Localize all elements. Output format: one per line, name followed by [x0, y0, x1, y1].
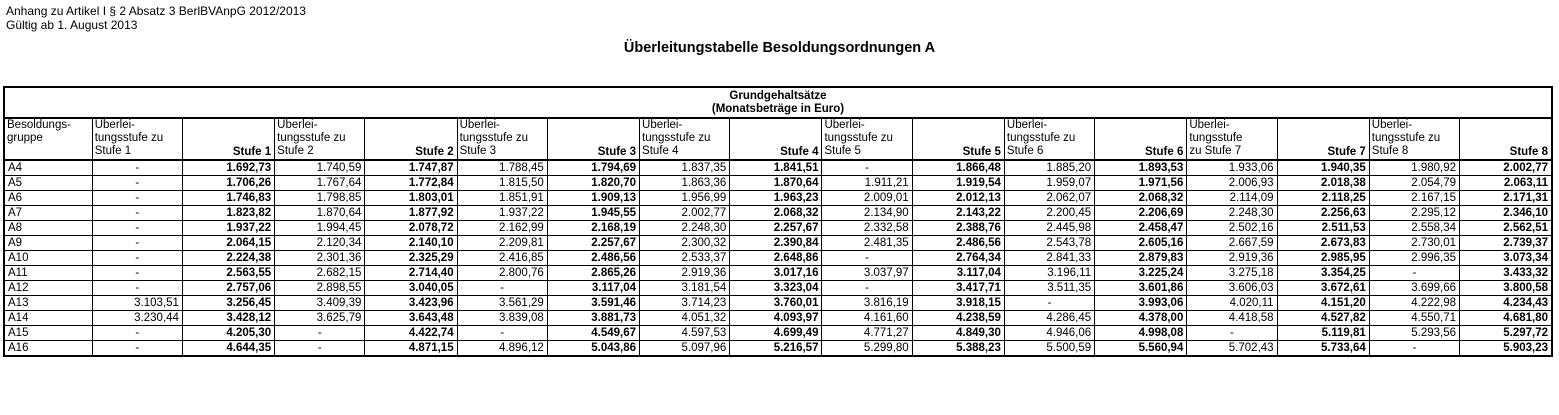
transition-value-cell: 2.543,78	[1004, 236, 1094, 251]
column-header-line: Stufe 1	[94, 145, 132, 157]
stufe-value-cell: 4.234,43	[1460, 296, 1553, 311]
stufe-value-cell: 1.706,26	[182, 176, 274, 191]
transition-value-cell: -	[822, 281, 912, 296]
stufe-value-cell: 2.673,83	[1277, 236, 1369, 251]
row-label: A10	[4, 251, 92, 266]
transition-value-cell: 2.667,59	[1187, 236, 1277, 251]
stufe-value-cell: 2.206,69	[1095, 206, 1187, 221]
column-header-line: tungsstufe zu	[277, 132, 346, 144]
transition-value-cell: 1.994,45	[275, 221, 365, 236]
stufe-value-cell: 3.417,71	[912, 281, 1004, 296]
row-label: A7	[4, 206, 92, 221]
transition-value-cell: 1.863,36	[640, 176, 730, 191]
column-header-line: Stufe 3	[459, 145, 497, 157]
stufe-value-cell: 1.772,84	[365, 176, 457, 191]
transition-value-cell: -	[275, 341, 365, 357]
table-row	[4, 191, 1552, 206]
stufe-value-cell: 3.881,73	[547, 311, 639, 326]
stufe-value-cell: 2.064,15	[182, 236, 274, 251]
row-label: A6	[4, 191, 92, 206]
transition-value-cell: 5.097,96	[640, 341, 730, 357]
transition-value-cell: 1.911,21	[822, 176, 912, 191]
stufe-value-cell: 2.648,86	[730, 251, 822, 266]
stufe-value-cell: 3.354,25	[1277, 266, 1369, 281]
transition-value-cell: -	[92, 251, 182, 266]
transition-value-cell: 3.409,39	[275, 296, 365, 311]
transition-value-cell: 2.167,15	[1369, 191, 1459, 206]
transition-value-cell: 3.275,18	[1187, 266, 1277, 281]
transition-value-cell: -	[1187, 326, 1277, 341]
transition-value-cell: 2.009,01	[822, 191, 912, 206]
stufe-value-cell: 4.871,15	[365, 341, 457, 357]
transition-value-cell: -	[457, 281, 547, 296]
stufe-value-cell: 2.140,10	[365, 236, 457, 251]
stufe-value-cell: 2.346,10	[1460, 206, 1553, 221]
row-label: A4	[4, 160, 92, 176]
transition-value-cell: 3.561,29	[457, 296, 547, 311]
stufe-value-cell: 2.390,84	[730, 236, 822, 251]
transition-value-cell: 4.597,53	[640, 326, 730, 341]
stufe-value-cell: 2.486,56	[912, 236, 1004, 251]
stufe-value-cell: 1.893,53	[1095, 160, 1187, 176]
stufe-value-cell: 3.918,15	[912, 296, 1004, 311]
transition-value-cell: 3.699,66	[1369, 281, 1459, 296]
stufe-value-cell: 5.560,94	[1095, 341, 1187, 357]
column-header	[182, 118, 274, 160]
column-header-line: Stufe 2	[415, 146, 454, 158]
table-body	[4, 160, 1552, 356]
column-header	[1460, 118, 1553, 160]
transition-value-cell: 1.956,99	[640, 191, 730, 206]
stufe-value-cell: 2.256,63	[1277, 206, 1369, 221]
transition-value-cell: 1.980,92	[1369, 160, 1459, 176]
stufe-value-cell: 1.866,48	[912, 160, 1004, 176]
stufe-value-cell: 3.993,06	[1095, 296, 1187, 311]
table-row	[4, 311, 1552, 326]
transition-value-cell: 4.161,60	[822, 311, 912, 326]
transition-value-cell: 2.800,76	[457, 266, 547, 281]
transition-value-cell: 3.606,03	[1187, 281, 1277, 296]
stufe-value-cell: 4.378,00	[1095, 311, 1187, 326]
column-header-line: Stufe 6	[1006, 145, 1044, 157]
transition-value-cell: 3.714,23	[640, 296, 730, 311]
row-label: A16	[4, 341, 92, 357]
row-label: A15	[4, 326, 92, 341]
transition-value-cell: 2.248,30	[640, 221, 730, 236]
stufe-value-cell: 2.714,40	[365, 266, 457, 281]
transition-value-cell: 2.248,30	[1187, 206, 1277, 221]
transition-value-cell: 4.418,58	[1187, 311, 1277, 326]
row-label: A9	[4, 236, 92, 251]
stufe-value-cell: 1.971,56	[1095, 176, 1187, 191]
stufe-value-cell: 4.422,74	[365, 326, 457, 341]
column-header	[4, 118, 92, 160]
column-header-line: Stufe 4	[780, 146, 819, 158]
transition-value-cell: 2.162,99	[457, 221, 547, 236]
transition-value-cell: 1.788,45	[457, 160, 547, 176]
transition-value-cell: 5.702,43	[1187, 341, 1277, 357]
column-header-line: Überlei-	[1006, 119, 1048, 131]
column-header-line: Stufe 4	[642, 145, 679, 157]
stufe-value-cell: 2.764,34	[912, 251, 1004, 266]
transition-value-cell: 4.051,32	[640, 311, 730, 326]
stufe-value-cell: 5.216,57	[730, 341, 822, 357]
transition-value-cell: 1.798,85	[275, 191, 365, 206]
stufe-value-cell: 1.746,83	[182, 191, 274, 206]
transition-value-cell: 2.209,81	[457, 236, 547, 251]
stufe-value-cell: 1.747,87	[365, 160, 457, 176]
stufe-value-cell: 5.297,72	[1460, 326, 1553, 341]
column-header	[365, 118, 457, 160]
transition-value-cell: -	[457, 326, 547, 341]
column-header-line: Stufe 5	[824, 145, 861, 157]
table-row	[4, 176, 1552, 191]
transition-value-cell: 4.771,27	[822, 326, 912, 341]
table-row	[4, 236, 1552, 251]
stufe-value-cell: 2.068,32	[730, 206, 822, 221]
header-validity-line: Gültig ab 1. August 2013	[6, 18, 138, 32]
transition-value-cell: 4.550,71	[1369, 311, 1459, 326]
transition-value-cell: 2.301,36	[275, 251, 365, 266]
stufe-value-cell: 1.937,22	[182, 221, 274, 236]
stufe-value-cell: 1.877,92	[365, 206, 457, 221]
row-label: A14	[4, 311, 92, 326]
transition-value-cell: 2.898,55	[275, 281, 365, 296]
stufe-value-cell: 4.527,82	[1277, 311, 1369, 326]
column-header-line: Stufe 3	[597, 146, 637, 158]
transition-value-cell: 1.959,07	[1004, 176, 1094, 191]
table-row	[4, 251, 1552, 266]
column-header-line: zu Stufe 7	[1189, 145, 1242, 157]
transition-value-cell: 1.937,22	[457, 206, 547, 221]
transition-value-cell: 2.200,45	[1004, 206, 1094, 221]
transition-value-cell: 3.103,51	[92, 296, 182, 311]
table-column-header-row	[4, 118, 1552, 160]
transition-value-cell: 2.558,34	[1369, 221, 1459, 236]
transition-value-cell: 2.134,90	[822, 206, 912, 221]
row-label: A5	[4, 176, 92, 191]
table-row	[4, 341, 1552, 357]
stufe-value-cell: 1.945,55	[547, 206, 639, 221]
transition-value-cell: 1.851,91	[457, 191, 547, 206]
column-header-line: Überlei-	[642, 119, 683, 131]
table-row	[4, 296, 1552, 311]
stufe-value-cell: 3.760,01	[730, 296, 822, 311]
stufe-value-cell: 4.238,59	[912, 311, 1004, 326]
stufe-value-cell: 3.643,48	[365, 311, 457, 326]
column-header	[912, 118, 1004, 160]
stufe-value-cell: 4.699,49	[730, 326, 822, 341]
transition-value-cell: 2.300,32	[640, 236, 730, 251]
document-title: Überleitungstabelle Besoldungsordnungen A	[623, 40, 936, 56]
transition-value-cell: 2.054,79	[1369, 176, 1459, 191]
column-header	[822, 118, 912, 160]
column-header-line: tungsstufe zu	[824, 132, 893, 144]
stufe-value-cell: 3.800,58	[1460, 281, 1553, 296]
transition-value-cell: 1.740,59	[275, 160, 365, 176]
transition-value-cell: 1.933,06	[1187, 160, 1277, 176]
column-header	[92, 118, 182, 160]
stufe-value-cell: 1.820,70	[547, 176, 639, 191]
transition-value-cell: 2.120,34	[275, 236, 365, 251]
stufe-value-cell: 1.692,73	[182, 160, 274, 176]
stufe-value-cell: 2.325,29	[365, 251, 457, 266]
stufe-value-cell: 1.823,82	[182, 206, 274, 221]
stufe-value-cell: 3.256,45	[182, 296, 274, 311]
transition-value-cell: -	[92, 326, 182, 341]
table-row	[4, 281, 1552, 296]
transition-value-cell: -	[1004, 296, 1094, 311]
column-header-line: gruppe	[7, 132, 43, 144]
transition-value-cell: 2.295,12	[1369, 206, 1459, 221]
transition-value-cell: 2.502,16	[1187, 221, 1277, 236]
column-header	[1277, 118, 1369, 160]
column-header	[1004, 118, 1094, 160]
stufe-value-cell: 4.998,08	[1095, 326, 1187, 341]
transition-value-cell: 1.870,64	[275, 206, 365, 221]
transition-value-cell: 3.511,35	[1004, 281, 1094, 296]
transition-value-cell: 2.533,37	[640, 251, 730, 266]
transition-value-cell: 1.815,50	[457, 176, 547, 191]
stufe-value-cell: 1.794,69	[547, 160, 639, 176]
column-header-line: Überlei-	[94, 119, 135, 131]
stufe-value-cell: 2.143,22	[912, 206, 1004, 221]
transition-value-cell: 2.002,77	[640, 206, 730, 221]
stufe-value-cell: 4.093,97	[730, 311, 822, 326]
column-header-line: Überlei-	[459, 119, 500, 131]
stufe-value-cell: 2.171,31	[1460, 191, 1553, 206]
column-header-line: Überlei-	[1189, 119, 1230, 131]
stufe-value-cell: 1.963,23	[730, 191, 822, 206]
header-reference-line: Anhang zu Artikel I § 2 Absatz 3 BerlBVAnpG 2012/2013	[6, 4, 306, 18]
group-title-line2: (Monatsbeträge in Euro)	[711, 103, 845, 115]
table-row	[4, 326, 1552, 341]
column-header-line: Besoldungs-	[7, 119, 71, 131]
transition-value-cell: -	[1369, 341, 1459, 357]
transition-value-cell: 2.919,36	[640, 266, 730, 281]
transition-value-cell: 2.996,35	[1369, 251, 1459, 266]
transition-value-cell: 4.286,45	[1004, 311, 1094, 326]
stufe-value-cell: 1.940,35	[1277, 160, 1369, 176]
stufe-value-cell: 1.909,13	[547, 191, 639, 206]
transition-value-cell: 1.837,35	[640, 160, 730, 176]
stufe-value-cell: 3.017,16	[730, 266, 822, 281]
transition-value-cell: -	[92, 281, 182, 296]
stufe-value-cell: 5.043,86	[547, 341, 639, 357]
transition-value-cell: 1.767,64	[275, 176, 365, 191]
row-label: A8	[4, 221, 92, 236]
transition-value-cell: 2.445,98	[1004, 221, 1094, 236]
transition-value-cell: 2.481,35	[822, 236, 912, 251]
transition-value-cell: -	[822, 160, 912, 176]
stufe-value-cell: 2.739,37	[1460, 236, 1553, 251]
column-header	[547, 118, 639, 160]
column-header-line: Stufe 7	[1327, 146, 1366, 158]
stufe-value-cell: 2.224,38	[182, 251, 274, 266]
transition-value-cell: 3.625,79	[275, 311, 365, 326]
stufe-value-cell: 3.117,04	[547, 281, 639, 296]
stufe-value-cell: 2.063,11	[1460, 176, 1553, 191]
row-label: A12	[4, 281, 92, 296]
column-header-line: tungsstufe zu	[1371, 132, 1441, 144]
stufe-value-cell: 2.257,67	[547, 236, 639, 251]
transition-value-cell: 4.222,98	[1369, 296, 1459, 311]
column-header-line: tungsstufe zu	[459, 132, 528, 144]
stufe-value-cell: 3.225,24	[1095, 266, 1187, 281]
stufe-value-cell: 2.118,25	[1277, 191, 1369, 206]
column-header-line: Überlei-	[277, 119, 318, 131]
transition-value-cell: 1.885,20	[1004, 160, 1094, 176]
stufe-value-cell: 2.002,77	[1460, 160, 1553, 176]
group-title-line1: Grundgehaltsätze	[729, 90, 827, 102]
stufe-value-cell: 3.428,12	[182, 311, 274, 326]
table-group-header	[4, 87, 1552, 118]
column-header-line: Überlei-	[824, 119, 865, 131]
transition-value-cell: 2.682,15	[275, 266, 365, 281]
column-header-line: Stufe 5	[962, 146, 1001, 158]
stufe-value-cell: 2.018,38	[1277, 176, 1369, 191]
stufe-value-cell: 4.681,80	[1460, 311, 1553, 326]
transition-value-cell: -	[1369, 266, 1459, 281]
stufe-value-cell: 4.644,35	[182, 341, 274, 357]
row-label: A13	[4, 296, 92, 311]
stufe-value-cell: 2.879,83	[1095, 251, 1187, 266]
transition-value-cell: 3.196,11	[1004, 266, 1094, 281]
stufe-value-cell: 2.257,67	[730, 221, 822, 236]
stufe-value-cell: 1.803,01	[365, 191, 457, 206]
table-row	[4, 160, 1552, 176]
stufe-value-cell: 5.119,81	[1277, 326, 1369, 341]
stufe-value-cell: 5.903,23	[1460, 341, 1553, 357]
transition-value-cell: 2.730,01	[1369, 236, 1459, 251]
transition-value-cell: 5.299,80	[822, 341, 912, 357]
stufe-value-cell: 2.388,76	[912, 221, 1004, 236]
transition-value-cell: -	[92, 160, 182, 176]
transition-value-cell: 3.037,97	[822, 266, 912, 281]
transition-value-cell: 3.839,08	[457, 311, 547, 326]
transition-value-cell: 3.181,54	[640, 281, 730, 296]
stufe-value-cell: 2.168,19	[547, 221, 639, 236]
stufe-value-cell: 3.591,46	[547, 296, 639, 311]
stufe-value-cell: 5.388,23	[912, 341, 1004, 357]
row-label: A11	[4, 266, 92, 281]
transition-value-cell: 2.919,36	[1187, 251, 1277, 266]
stufe-value-cell: 2.985,95	[1277, 251, 1369, 266]
column-header-line: Stufe 8	[1509, 146, 1548, 158]
stufe-value-cell: 2.757,06	[182, 281, 274, 296]
transition-value-cell: 3.230,44	[92, 311, 182, 326]
column-header-line: Stufe 6	[1145, 146, 1184, 158]
transition-value-cell: 2.332,58	[822, 221, 912, 236]
column-header-line: Stufe 2	[277, 145, 314, 157]
stufe-value-cell: 4.151,20	[1277, 296, 1369, 311]
transition-value-cell: -	[92, 236, 182, 251]
stufe-value-cell: 2.865,26	[547, 266, 639, 281]
stufe-value-cell: 3.073,34	[1460, 251, 1553, 266]
transition-value-cell: 4.946,06	[1004, 326, 1094, 341]
transition-value-cell: -	[822, 251, 912, 266]
stufe-value-cell: 2.562,51	[1460, 221, 1553, 236]
stufe-value-cell: 5.733,64	[1277, 341, 1369, 357]
stufe-value-cell: 1.841,51	[730, 160, 822, 176]
stufe-value-cell: 2.078,72	[365, 221, 457, 236]
stufe-value-cell: 3.040,05	[365, 281, 457, 296]
transition-value-cell: -	[275, 326, 365, 341]
stufe-value-cell: 2.511,53	[1277, 221, 1369, 236]
stufe-value-cell: 2.563,55	[182, 266, 274, 281]
column-header-line: Stufe 8	[1371, 145, 1409, 157]
column-header	[1369, 118, 1459, 160]
column-header	[275, 118, 365, 160]
transition-value-cell: -	[92, 341, 182, 357]
column-header	[730, 118, 822, 160]
column-header	[1187, 118, 1277, 160]
transition-value-cell: -	[92, 176, 182, 191]
stufe-value-cell: 4.205,30	[182, 326, 274, 341]
transition-value-cell: -	[92, 221, 182, 236]
stufe-value-cell: 1.870,64	[730, 176, 822, 191]
transition-value-cell: 4.896,12	[457, 341, 547, 357]
column-header	[1095, 118, 1187, 160]
table-row	[4, 206, 1552, 221]
transition-value-cell: 3.816,19	[822, 296, 912, 311]
column-header	[640, 118, 730, 160]
column-header-line: tungsstufe zu	[1006, 132, 1076, 144]
stufe-value-cell: 2.605,16	[1095, 236, 1187, 251]
transition-value-cell: 2.062,07	[1004, 191, 1094, 206]
transition-value-cell: 2.114,09	[1187, 191, 1277, 206]
transition-value-cell: 5.500,59	[1004, 341, 1094, 357]
stufe-value-cell: 3.323,04	[730, 281, 822, 296]
stufe-value-cell: 2.486,56	[547, 251, 639, 266]
column-header-line: tungsstufe zu	[642, 132, 711, 144]
stufe-value-cell: 2.458,47	[1095, 221, 1187, 236]
column-header-line: Überlei-	[1371, 119, 1413, 131]
conversion-table	[3, 86, 1553, 357]
transition-value-cell: 4.020,11	[1187, 296, 1277, 311]
transition-value-cell: -	[92, 266, 182, 281]
column-header	[457, 118, 547, 160]
stufe-value-cell: 2.068,32	[1095, 191, 1187, 206]
transition-value-cell: 2.841,33	[1004, 251, 1094, 266]
stufe-value-cell: 3.601,86	[1095, 281, 1187, 296]
column-header-line: tungsstufe	[1189, 132, 1243, 144]
stufe-value-cell: 2.012,13	[912, 191, 1004, 206]
stufe-value-cell: 3.672,61	[1277, 281, 1369, 296]
stufe-value-cell: 4.849,30	[912, 326, 1004, 341]
stufe-value-cell: 3.433,32	[1460, 266, 1553, 281]
transition-value-cell: 2.416,85	[457, 251, 547, 266]
transition-value-cell: -	[92, 206, 182, 221]
transition-value-cell: 2.006,93	[1187, 176, 1277, 191]
column-header-line: tungsstufe zu	[94, 132, 164, 144]
transition-value-cell: -	[92, 191, 182, 206]
table-row	[4, 221, 1552, 236]
stufe-value-cell: 3.117,04	[912, 266, 1004, 281]
column-header-line: Stufe 1	[232, 146, 272, 158]
table-group-header-row	[4, 87, 1552, 118]
table-row	[4, 266, 1552, 281]
transition-value-cell: 5.293,56	[1369, 326, 1459, 341]
stufe-value-cell: 4.549,67	[547, 326, 639, 341]
stufe-value-cell: 3.423,96	[365, 296, 457, 311]
stufe-value-cell: 1.919,54	[912, 176, 1004, 191]
